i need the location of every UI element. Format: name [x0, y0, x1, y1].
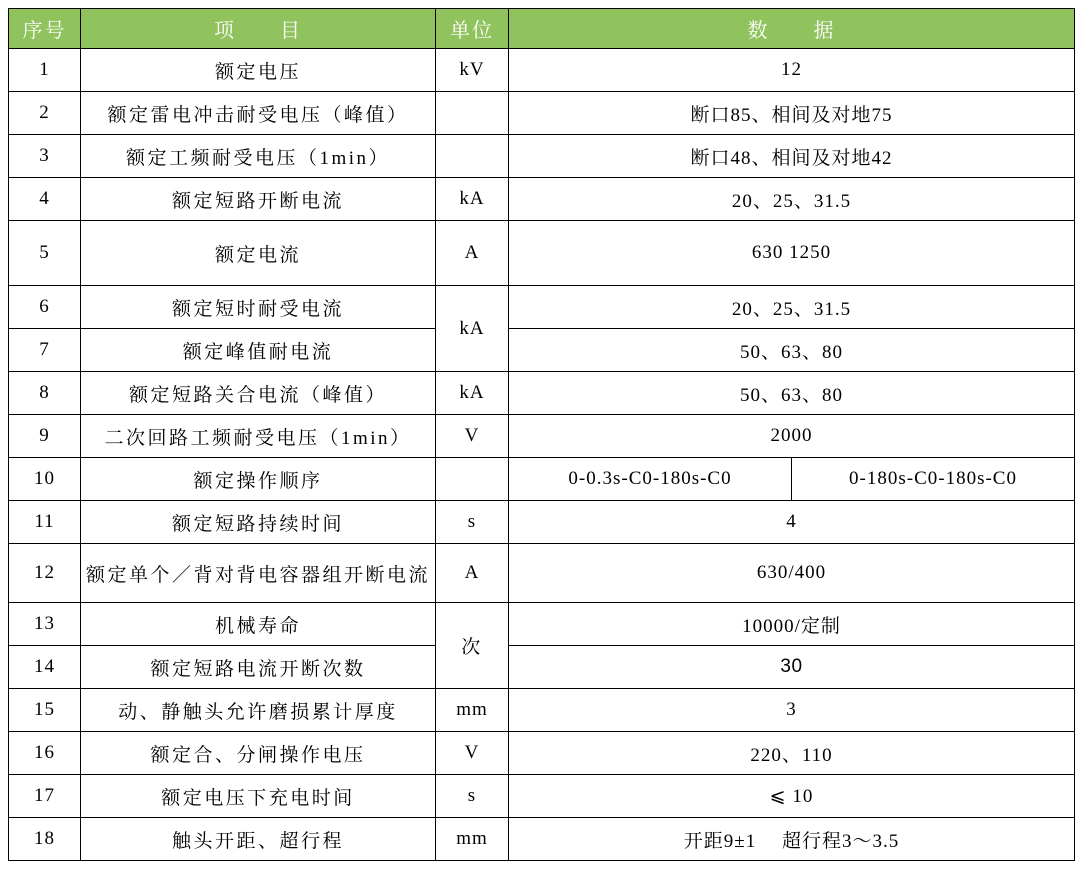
data-cell: 2000 — [509, 415, 1075, 458]
data-cell-left: 0-0.3s-C0-180s-C0 — [509, 458, 792, 501]
table-row — [9, 49, 1075, 92]
data-cell: 220、110 — [509, 732, 1075, 775]
header-col-data: 数 据 — [509, 9, 1075, 49]
data-cell: ⩽ 10 — [509, 775, 1075, 818]
unit-cell-merged: 次 — [436, 603, 509, 689]
serial-cell: 13 — [9, 603, 81, 646]
unit-cell: kA — [436, 372, 509, 415]
item-cell: 额定雷电冲击耐受电压（峰值） — [81, 92, 436, 135]
unit-cell: mm — [436, 689, 509, 732]
serial-cell: 11 — [9, 501, 81, 544]
data-cell: 4 — [509, 501, 1075, 544]
unit-cell: V — [436, 732, 509, 775]
table-row — [9, 689, 1075, 732]
item-cell: 机械寿命 — [81, 603, 436, 646]
serial-cell: 4 — [9, 178, 81, 221]
table-row — [9, 732, 1075, 775]
item-cell: 额定短路持续时间 — [81, 501, 436, 544]
header-col-no: 序号 — [9, 9, 81, 49]
table-row — [9, 544, 1075, 603]
serial-cell: 15 — [9, 689, 81, 732]
table-row — [9, 775, 1075, 818]
serial-cell: 6 — [9, 286, 81, 329]
table-row — [9, 135, 1075, 178]
serial-cell: 1 — [9, 49, 81, 92]
table-row — [9, 329, 1075, 372]
unit-cell — [436, 135, 509, 178]
spec-table-container — [8, 8, 1075, 861]
unit-cell: A — [436, 221, 509, 286]
item-cell: 额定短路开断电流 — [81, 178, 436, 221]
item-cell: 额定合、分闸操作电压 — [81, 732, 436, 775]
item-cell: 二次回路工频耐受电压（1min） — [81, 415, 436, 458]
data-cell-right: 0-180s-C0-180s-C0 — [792, 458, 1075, 501]
table-row — [9, 178, 1075, 221]
table-row — [9, 603, 1075, 646]
unit-cell — [436, 92, 509, 135]
item-cell: 额定操作顺序 — [81, 458, 436, 501]
serial-cell: 2 — [9, 92, 81, 135]
unit-cell: kA — [436, 178, 509, 221]
unit-cell: V — [436, 415, 509, 458]
data-cell: 30 — [509, 646, 1075, 689]
item-cell: 额定短路关合电流（峰值） — [81, 372, 436, 415]
item-cell: 额定电流 — [81, 221, 436, 286]
serial-cell: 18 — [9, 818, 81, 861]
table-row — [9, 501, 1075, 544]
item-cell: 额定短路电流开断次数 — [81, 646, 436, 689]
data-cell: 20、25、31.5 — [509, 286, 1075, 329]
unit-cell: mm — [436, 818, 509, 861]
data-cell: 20、25、31.5 — [509, 178, 1075, 221]
item-cell: 额定短时耐受电流 — [81, 286, 436, 329]
serial-cell: 14 — [9, 646, 81, 689]
item-cell: 额定电压下充电时间 — [81, 775, 436, 818]
table-row — [9, 646, 1075, 689]
table-row — [9, 221, 1075, 286]
data-cell: 12 — [509, 49, 1075, 92]
data-cell: 50、63、80 — [509, 329, 1075, 372]
serial-cell: 8 — [9, 372, 81, 415]
item-cell: 额定峰值耐电流 — [81, 329, 436, 372]
item-cell: 额定工频耐受电压（1min） — [81, 135, 436, 178]
data-cell: 630 1250 — [509, 221, 1075, 286]
spec-table — [8, 8, 1075, 861]
table-row — [9, 415, 1075, 458]
header-col-item: 项 目 — [81, 9, 436, 49]
item-cell: 触头开距、超行程 — [81, 818, 436, 861]
unit-cell — [436, 458, 509, 501]
unit-cell: s — [436, 775, 509, 818]
serial-cell: 9 — [9, 415, 81, 458]
header-row — [9, 9, 1075, 49]
serial-cell: 5 — [9, 221, 81, 286]
serial-cell: 12 — [9, 544, 81, 603]
data-cell: 630/400 — [509, 544, 1075, 603]
data-cell: 断口48、相间及对地42 — [509, 135, 1075, 178]
unit-cell: A — [436, 544, 509, 603]
header-col-unit: 单位 — [436, 9, 509, 49]
item-cell: 额定单个／背对背电容器组开断电流 — [81, 544, 436, 603]
item-cell: 额定电压 — [81, 49, 436, 92]
serial-cell: 10 — [9, 458, 81, 501]
unit-cell: kV — [436, 49, 509, 92]
serial-cell: 7 — [9, 329, 81, 372]
data-cell: 3 — [509, 689, 1075, 732]
unit-cell-merged: kA — [436, 286, 509, 372]
serial-cell: 17 — [9, 775, 81, 818]
serial-cell: 16 — [9, 732, 81, 775]
data-cell: 开距9±1 超行程3～3.5 — [509, 818, 1075, 861]
table-row — [9, 92, 1075, 135]
item-cell: 动、静触头允许磨损累计厚度 — [81, 689, 436, 732]
data-cell: 50、63、80 — [509, 372, 1075, 415]
unit-cell: s — [436, 501, 509, 544]
table-row — [9, 372, 1075, 415]
table-row — [9, 286, 1075, 329]
serial-cell: 3 — [9, 135, 81, 178]
table-row — [9, 818, 1075, 861]
data-cell: 断口85、相间及对地75 — [509, 92, 1075, 135]
table-row — [9, 458, 1075, 501]
data-cell: 10000/定制 — [509, 603, 1075, 646]
